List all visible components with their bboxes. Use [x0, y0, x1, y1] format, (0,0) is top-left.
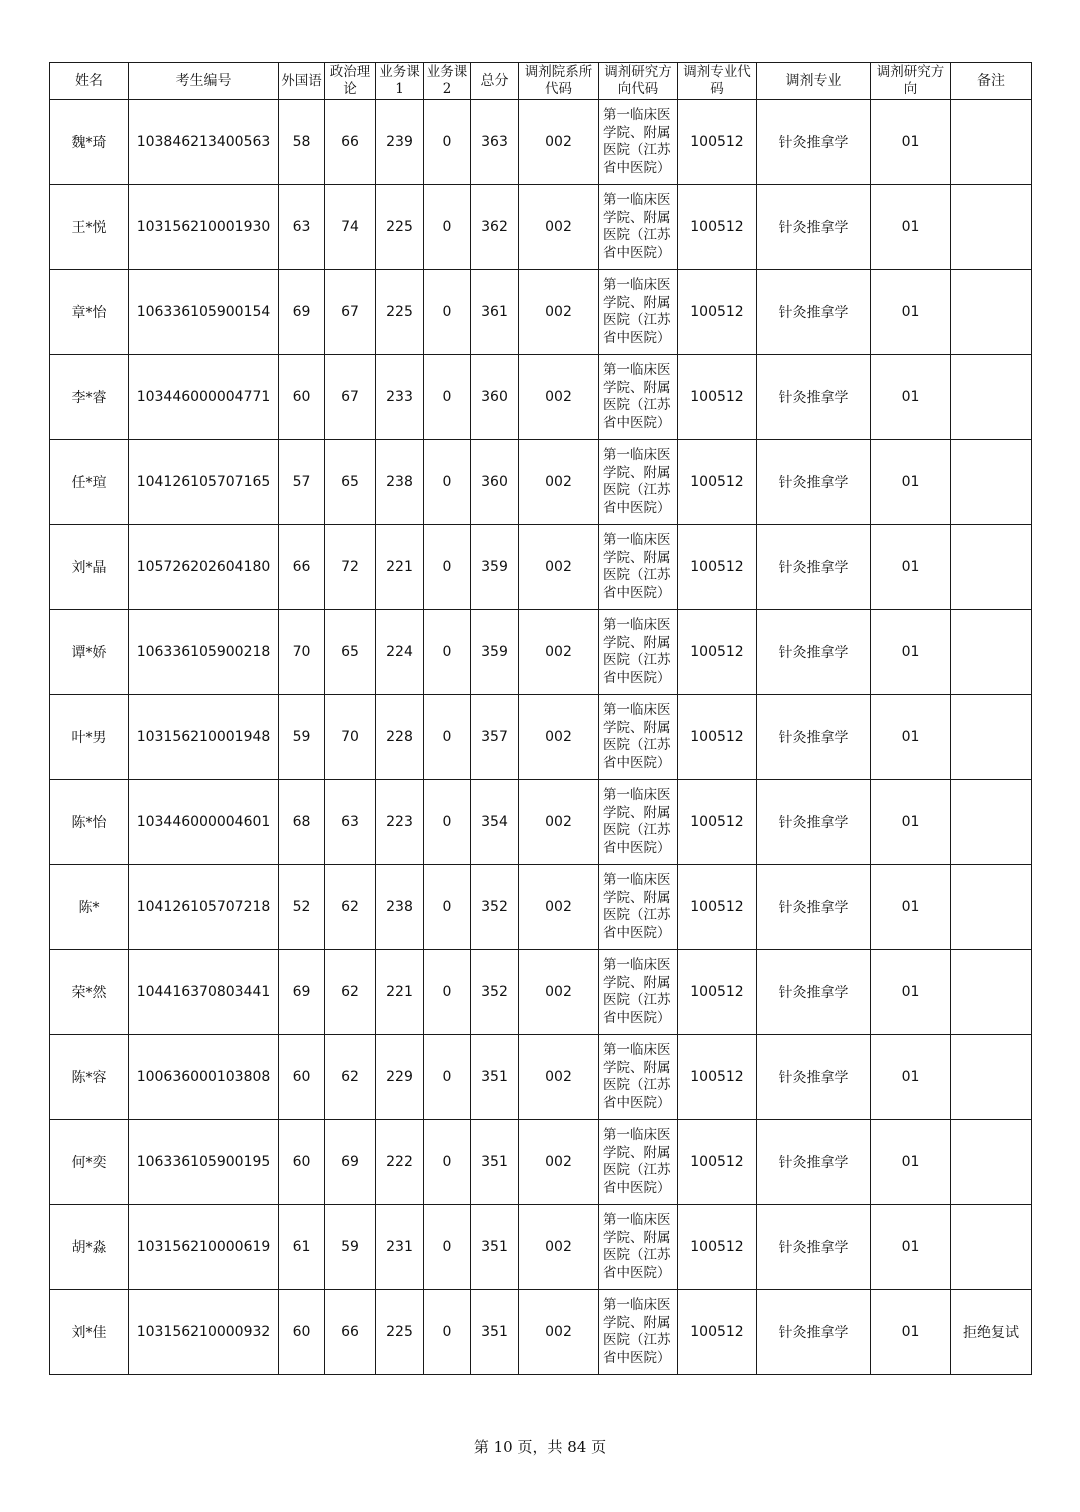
cell-note: [951, 950, 1032, 1035]
table-header: [50, 63, 1032, 100]
cell-course2: 0: [424, 1120, 471, 1205]
cell-note: [951, 355, 1032, 440]
cell-politics: 66: [325, 100, 376, 185]
cell-major-code: 100512: [678, 950, 757, 1035]
cell-politics: 62: [325, 865, 376, 950]
cell-major: 针灸推拿学: [757, 865, 871, 950]
cell-total: 357: [471, 695, 519, 780]
cell-direction: 01: [871, 440, 951, 525]
header-course2: 业务课2: [424, 63, 471, 100]
header-name: 姓名: [50, 63, 129, 100]
cell-total: 354: [471, 780, 519, 865]
cell-total: 351: [471, 1205, 519, 1290]
table-row: [50, 950, 1032, 1035]
cell-exam-id: 104416370803441: [129, 950, 279, 1035]
table-row: [50, 440, 1032, 525]
cell-direction: 01: [871, 270, 951, 355]
cell-direction: 01: [871, 780, 951, 865]
cell-politics: 69: [325, 1120, 376, 1205]
cell-name: 魏*琦: [50, 100, 129, 185]
cell-name: 陈*怡: [50, 780, 129, 865]
cell-note: [951, 610, 1032, 695]
cell-direction-name: 第一临床医学院、附属医院（江苏省中医院）: [599, 610, 678, 695]
cell-politics: 72: [325, 525, 376, 610]
cell-major: 针灸推拿学: [757, 355, 871, 440]
cell-dept-code: 002: [519, 270, 599, 355]
cell-course2: 0: [424, 695, 471, 780]
cell-course1: 231: [376, 1205, 424, 1290]
cell-total: 359: [471, 610, 519, 695]
header-dept-code: 调剂院系所代码: [519, 63, 599, 100]
cell-foreign: 59: [279, 695, 325, 780]
cell-total: 360: [471, 440, 519, 525]
cell-dept-code: 002: [519, 100, 599, 185]
cell-direction-name: 第一临床医学院、附属医院（江苏省中医院）: [599, 780, 678, 865]
header-course1: 业务课1: [376, 63, 424, 100]
cell-note: [951, 1205, 1032, 1290]
cell-exam-id: 103156210001930: [129, 185, 279, 270]
cell-politics: 65: [325, 440, 376, 525]
cell-course1: 224: [376, 610, 424, 695]
cell-course2: 0: [424, 865, 471, 950]
cell-major: 针灸推拿学: [757, 695, 871, 780]
cell-major-code: 100512: [678, 1205, 757, 1290]
cell-name: 谭*娇: [50, 610, 129, 695]
cell-dept-code: 002: [519, 355, 599, 440]
cell-direction: 01: [871, 355, 951, 440]
cell-major-code: 100512: [678, 610, 757, 695]
header-politics: 政治理论: [325, 63, 376, 100]
cell-direction-name: 第一临床医学院、附属医院（江苏省中医院）: [599, 100, 678, 185]
table-row: [50, 610, 1032, 695]
cell-exam-id: 105726202604180: [129, 525, 279, 610]
cell-course1: 239: [376, 100, 424, 185]
cell-foreign: 61: [279, 1205, 325, 1290]
cell-dept-code: 002: [519, 610, 599, 695]
cell-major-code: 100512: [678, 1290, 757, 1375]
cell-name: 胡*淼: [50, 1205, 129, 1290]
cell-direction: 01: [871, 525, 951, 610]
cell-exam-id: 103846213400563: [129, 100, 279, 185]
cell-name: 刘*晶: [50, 525, 129, 610]
cell-course1: 221: [376, 950, 424, 1035]
cell-dept-code: 002: [519, 1205, 599, 1290]
cell-name: 刘*佳: [50, 1290, 129, 1375]
cell-direction: 01: [871, 1205, 951, 1290]
cell-course2: 0: [424, 525, 471, 610]
cell-politics: 67: [325, 270, 376, 355]
cell-course1: 221: [376, 525, 424, 610]
cell-course2: 0: [424, 440, 471, 525]
cell-note: [951, 100, 1032, 185]
cell-direction: 01: [871, 695, 951, 780]
cell-direction: 01: [871, 1035, 951, 1120]
cell-major: 针灸推拿学: [757, 270, 871, 355]
cell-note: 拒绝复试: [951, 1290, 1032, 1375]
cell-politics: 59: [325, 1205, 376, 1290]
cell-direction-name: 第一临床医学院、附属医院（江苏省中医院）: [599, 1035, 678, 1120]
cell-name: 章*怡: [50, 270, 129, 355]
cell-exam-id: 103446000004771: [129, 355, 279, 440]
cell-course2: 0: [424, 355, 471, 440]
cell-exam-id: 103156210001948: [129, 695, 279, 780]
cell-note: [951, 780, 1032, 865]
cell-course1: 225: [376, 270, 424, 355]
cell-exam-id: 104126105707165: [129, 440, 279, 525]
cell-direction-name: 第一临床医学院、附属医院（江苏省中医院）: [599, 1290, 678, 1375]
cell-dept-code: 002: [519, 780, 599, 865]
page-number: 第 10 页，共 84 页: [473, 1438, 607, 1456]
cell-total: 359: [471, 525, 519, 610]
cell-dept-code: 002: [519, 1290, 599, 1375]
cell-course2: 0: [424, 950, 471, 1035]
cell-course1: 238: [376, 440, 424, 525]
table-row: [50, 1035, 1032, 1120]
cell-dept-code: 002: [519, 695, 599, 780]
cell-major-code: 100512: [678, 100, 757, 185]
cell-major: 针灸推拿学: [757, 1035, 871, 1120]
cell-major: 针灸推拿学: [757, 780, 871, 865]
cell-direction-name: 第一临床医学院、附属医院（江苏省中医院）: [599, 695, 678, 780]
header-direction-code: 调剂研究方向代码: [599, 63, 678, 100]
table-row: [50, 270, 1032, 355]
cell-foreign: 68: [279, 780, 325, 865]
cell-direction: 01: [871, 1290, 951, 1375]
cell-course2: 0: [424, 100, 471, 185]
cell-major-code: 100512: [678, 185, 757, 270]
cell-exam-id: 103156210000619: [129, 1205, 279, 1290]
cell-course2: 0: [424, 610, 471, 695]
cell-major-code: 100512: [678, 780, 757, 865]
cell-politics: 62: [325, 1035, 376, 1120]
cell-course2: 0: [424, 1205, 471, 1290]
cell-foreign: 60: [279, 1035, 325, 1120]
cell-major: 针灸推拿学: [757, 440, 871, 525]
cell-politics: 65: [325, 610, 376, 695]
cell-course1: 238: [376, 865, 424, 950]
cell-direction: 01: [871, 185, 951, 270]
cell-name: 李*睿: [50, 355, 129, 440]
cell-foreign: 60: [279, 355, 325, 440]
cell-major: 针灸推拿学: [757, 1120, 871, 1205]
cell-major-code: 100512: [678, 865, 757, 950]
cell-note: [951, 525, 1032, 610]
table-row: [50, 1120, 1032, 1205]
cell-dept-code: 002: [519, 950, 599, 1035]
cell-total: 351: [471, 1120, 519, 1205]
cell-name: 任*瑄: [50, 440, 129, 525]
cell-course1: 228: [376, 695, 424, 780]
cell-dept-code: 002: [519, 440, 599, 525]
cell-major: 针灸推拿学: [757, 185, 871, 270]
cell-foreign: 69: [279, 950, 325, 1035]
cell-note: [951, 865, 1032, 950]
cell-direction-name: 第一临床医学院、附属医院（江苏省中医院）: [599, 865, 678, 950]
cell-name: 王*悦: [50, 185, 129, 270]
cell-politics: 74: [325, 185, 376, 270]
cell-exam-id: 100636000103808: [129, 1035, 279, 1120]
cell-direction: 01: [871, 610, 951, 695]
table-row: [50, 1205, 1032, 1290]
cell-foreign: 60: [279, 1120, 325, 1205]
table-row: [50, 525, 1032, 610]
cell-major-code: 100512: [678, 695, 757, 780]
cell-name: 何*奕: [50, 1120, 129, 1205]
cell-course1: 223: [376, 780, 424, 865]
cell-course2: 0: [424, 270, 471, 355]
header-foreign-language: 外国语: [279, 63, 325, 100]
cell-name: 荣*然: [50, 950, 129, 1035]
cell-course1: 233: [376, 355, 424, 440]
cell-foreign: 63: [279, 185, 325, 270]
cell-dept-code: 002: [519, 525, 599, 610]
cell-major: 针灸推拿学: [757, 610, 871, 695]
cell-major-code: 100512: [678, 270, 757, 355]
header-row: [50, 63, 1032, 100]
header-major-code: 调剂专业代码: [678, 63, 757, 100]
cell-note: [951, 1035, 1032, 1120]
cell-total: 360: [471, 355, 519, 440]
cell-total: 362: [471, 185, 519, 270]
cell-note: [951, 695, 1032, 780]
cell-note: [951, 1120, 1032, 1205]
cell-major-code: 100512: [678, 525, 757, 610]
cell-note: [951, 185, 1032, 270]
cell-exam-id: 104126105707218: [129, 865, 279, 950]
cell-note: [951, 440, 1032, 525]
table-row: [50, 355, 1032, 440]
cell-total: 352: [471, 950, 519, 1035]
cell-direction-name: 第一临床医学院、附属医院（江苏省中医院）: [599, 1120, 678, 1205]
cell-major: 针灸推拿学: [757, 100, 871, 185]
cell-dept-code: 002: [519, 185, 599, 270]
cell-exam-id: 106336105900195: [129, 1120, 279, 1205]
cell-politics: 62: [325, 950, 376, 1035]
cell-course2: 0: [424, 780, 471, 865]
cell-total: 361: [471, 270, 519, 355]
cell-major-code: 100512: [678, 1120, 757, 1205]
admission-table: [49, 62, 1032, 1375]
cell-dept-code: 002: [519, 1035, 599, 1120]
table-row: [50, 185, 1032, 270]
cell-major: 针灸推拿学: [757, 1205, 871, 1290]
cell-course1: 229: [376, 1035, 424, 1120]
cell-direction-name: 第一临床医学院、附属医院（江苏省中医院）: [599, 950, 678, 1035]
cell-foreign: 60: [279, 1290, 325, 1375]
cell-major: 针灸推拿学: [757, 525, 871, 610]
cell-foreign: 69: [279, 270, 325, 355]
cell-name: 陈*容: [50, 1035, 129, 1120]
cell-total: 351: [471, 1035, 519, 1120]
cell-major-code: 100512: [678, 440, 757, 525]
cell-direction-name: 第一临床医学院、附属医院（江苏省中医院）: [599, 355, 678, 440]
cell-politics: 66: [325, 1290, 376, 1375]
table-row: [50, 865, 1032, 950]
cell-foreign: 70: [279, 610, 325, 695]
header-note: 备注: [951, 63, 1032, 100]
cell-direction: 01: [871, 865, 951, 950]
cell-major: 针灸推拿学: [757, 950, 871, 1035]
table-row: [50, 695, 1032, 780]
cell-dept-code: 002: [519, 1120, 599, 1205]
cell-course1: 225: [376, 185, 424, 270]
cell-course2: 0: [424, 1035, 471, 1120]
cell-dept-code: 002: [519, 865, 599, 950]
cell-direction-name: 第一临床医学院、附属医院（江苏省中医院）: [599, 270, 678, 355]
table-row: [50, 1290, 1032, 1375]
cell-major: 针灸推拿学: [757, 1290, 871, 1375]
cell-exam-id: 103156210000932: [129, 1290, 279, 1375]
cell-direction: 01: [871, 950, 951, 1035]
cell-foreign: 66: [279, 525, 325, 610]
cell-exam-id: 106336105900218: [129, 610, 279, 695]
header-total: 总分: [471, 63, 519, 100]
cell-total: 351: [471, 1290, 519, 1375]
cell-politics: 67: [325, 355, 376, 440]
cell-direction-name: 第一临床医学院、附属医院（江苏省中医院）: [599, 1205, 678, 1290]
cell-foreign: 57: [279, 440, 325, 525]
cell-exam-id: 106336105900154: [129, 270, 279, 355]
header-exam-id: 考生编号: [129, 63, 279, 100]
cell-foreign: 58: [279, 100, 325, 185]
cell-total: 352: [471, 865, 519, 950]
cell-direction-name: 第一临床医学院、附属医院（江苏省中医院）: [599, 525, 678, 610]
table-row: [50, 100, 1032, 185]
cell-name: 陈*: [50, 865, 129, 950]
table-body: [50, 100, 1032, 1375]
cell-note: [951, 270, 1032, 355]
cell-course2: 0: [424, 185, 471, 270]
cell-major-code: 100512: [678, 355, 757, 440]
cell-course1: 225: [376, 1290, 424, 1375]
cell-direction-name: 第一临床医学院、附属医院（江苏省中医院）: [599, 440, 678, 525]
table-row: [50, 780, 1032, 865]
header-direction: 调剂研究方向: [871, 63, 951, 100]
cell-politics: 63: [325, 780, 376, 865]
header-major: 调剂专业: [757, 63, 871, 100]
cell-direction-name: 第一临床医学院、附属医院（江苏省中医院）: [599, 185, 678, 270]
cell-course1: 222: [376, 1120, 424, 1205]
cell-total: 363: [471, 100, 519, 185]
cell-name: 叶*男: [50, 695, 129, 780]
cell-direction: 01: [871, 1120, 951, 1205]
cell-major-code: 100512: [678, 1035, 757, 1120]
cell-foreign: 52: [279, 865, 325, 950]
cell-politics: 70: [325, 695, 376, 780]
cell-direction: 01: [871, 100, 951, 185]
cell-course2: 0: [424, 1290, 471, 1375]
cell-exam-id: 103446000004601: [129, 780, 279, 865]
